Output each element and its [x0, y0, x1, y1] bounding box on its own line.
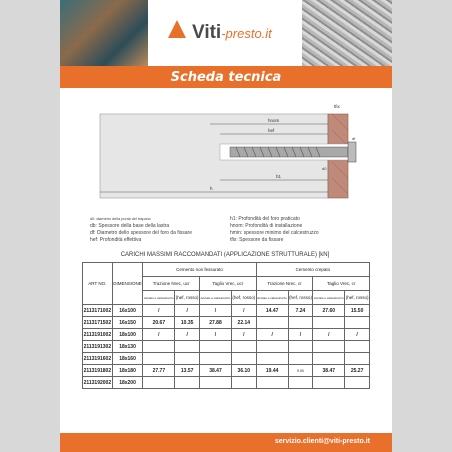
load-value: [143, 353, 175, 365]
footer-bar: [60, 433, 392, 452]
load-value: [231, 353, 256, 365]
load-value: [200, 377, 232, 389]
load-value: 38.47: [313, 365, 345, 377]
load-value: 9.00: [288, 365, 313, 377]
load-value: /: [200, 305, 232, 317]
load-value: [231, 341, 256, 353]
load-value: [288, 353, 313, 365]
article-code: 2113191302: [83, 341, 113, 353]
load-value: [175, 377, 200, 389]
dimension: 18x200: [112, 377, 143, 389]
col-art-header: ART NO.: [83, 263, 113, 305]
sub-header: (hef, rosso): [288, 291, 313, 305]
dimension: 18x100: [112, 329, 143, 341]
group-cracked-header: Cemento crepato: [256, 263, 369, 277]
load-value: [313, 377, 345, 389]
sub-header: (hef, rosso): [345, 291, 370, 305]
dimension: 16x100: [112, 305, 143, 317]
legend-item: df: Diametro dello spessore del foro da fissare: [90, 230, 192, 236]
load-value: 20.67: [143, 317, 175, 329]
load-value: [345, 341, 370, 353]
legend-left: [90, 216, 192, 244]
table-row: [83, 317, 370, 329]
group-uncracked-header: Cemento non fessurato: [143, 263, 256, 277]
article-code: 2113191002: [83, 329, 113, 341]
brand-name: Viti: [192, 22, 222, 43]
load-value: [313, 341, 345, 353]
article-code: 2113192002: [83, 377, 113, 389]
legend-item: tfix: Spessore da fissare: [230, 237, 284, 243]
load-value: /: [175, 305, 200, 317]
tools-photo: [60, 0, 148, 66]
dimension: 16x150: [112, 317, 143, 329]
load-value: [313, 317, 345, 329]
load-value: [345, 317, 370, 329]
load-value: [288, 317, 313, 329]
load-value: /: [288, 329, 313, 341]
trazione-uncracked-header: Trazione Nrec, ucr: [143, 277, 200, 291]
load-value: [345, 377, 370, 389]
load-value: [200, 353, 232, 365]
table-row: [83, 305, 370, 317]
load-value: 15.50: [345, 305, 370, 317]
title-banner: [60, 66, 392, 88]
trazione-cracked-header: Trazione Nrec, cr: [256, 277, 313, 291]
table-row: [83, 353, 370, 365]
loads-table: [82, 262, 370, 389]
load-value: 19.44: [256, 365, 288, 377]
legend-item: hef: Profondità effettiva: [90, 237, 142, 243]
load-value: /: [231, 329, 256, 341]
load-value: 14.47: [256, 305, 288, 317]
label-tfix: tfix: [334, 104, 340, 109]
logo-triangle-icon: [168, 20, 186, 38]
label-df: df: [352, 136, 356, 141]
load-value: [143, 341, 175, 353]
article-code: 2113191602: [83, 353, 113, 365]
load-value: [256, 317, 288, 329]
table-row: [83, 377, 370, 389]
load-value: /: [256, 329, 288, 341]
load-value: [288, 377, 313, 389]
sub-header: (hef, rosso): [175, 291, 200, 305]
load-value: [256, 341, 288, 353]
article-code: 2113191802: [83, 365, 113, 377]
load-value: [143, 377, 175, 389]
taglio-uncracked-header: Taglio Vrec, ucr: [200, 277, 257, 291]
load-value: [231, 377, 256, 389]
load-value: /: [313, 329, 345, 341]
legend-item: db: Spessore della base della lastra: [90, 223, 170, 229]
load-value: /: [175, 329, 200, 341]
screws-photo: [302, 0, 392, 66]
brand-logo[interactable]: [148, 0, 302, 66]
table-caption: CARICHI MASSIMI RACCOMANDATI (APPLICAZIONE STRUTTURALE) [kN]: [120, 252, 330, 258]
load-value: 27.60: [313, 305, 345, 317]
load-value: /: [345, 329, 370, 341]
page-title: Scheda tecnica: [170, 70, 282, 85]
article-code: 2113171002: [83, 305, 113, 317]
col-dim-header: DIMENSIONE: [112, 263, 143, 305]
load-value: [256, 377, 288, 389]
load-value: 13.57: [175, 365, 200, 377]
load-value: /: [200, 329, 232, 341]
dimension: 18x180: [112, 365, 143, 377]
load-value: 7.24: [288, 305, 313, 317]
label-h: h: [210, 186, 213, 191]
legend-item: hnom: Profondità di installazione: [230, 223, 303, 229]
load-value: /: [143, 305, 175, 317]
table-row: [83, 329, 370, 341]
load-value: 27.77: [143, 365, 175, 377]
anchor-technical-drawing: [90, 96, 360, 208]
load-value: [256, 353, 288, 365]
load-value: 22.14: [231, 317, 256, 329]
legend-right: [230, 216, 319, 244]
load-value: 38.47: [200, 365, 232, 377]
load-value: 10.35: [175, 317, 200, 329]
dimension: 18x160: [112, 353, 143, 365]
load-value: [288, 341, 313, 353]
sub-header: Acciaio e calcestruzzo: [256, 291, 288, 305]
sub-header: Acciaio e calcestruzzo: [143, 291, 175, 305]
load-value: /: [231, 305, 256, 317]
legend-item: h1: Profondità del foro praticato: [230, 216, 300, 222]
label-h1: h1: [276, 174, 282, 179]
load-value: 25.27: [345, 365, 370, 377]
legend-item: hmin: spessore minimo del calcestruzzo: [230, 230, 319, 236]
screw-head: [348, 142, 356, 162]
label-hnom: hnom: [268, 118, 280, 123]
sub-header: (hef, rosso): [231, 291, 256, 305]
dimension: 18x130: [112, 341, 143, 353]
load-value: [175, 353, 200, 365]
brand-domain: -presto.it: [221, 26, 272, 41]
load-value: 36.10: [231, 365, 256, 377]
load-value: [345, 353, 370, 365]
sub-header: Acciaio e calcestruzzo: [313, 291, 345, 305]
load-value: [313, 353, 345, 365]
label-hef: hef: [268, 128, 275, 133]
taglio-cracked-header: Taglio Vrec, cr: [313, 277, 370, 291]
sub-header: Acciaio e calcestruzzo: [200, 291, 232, 305]
table-row: [83, 341, 370, 353]
label-d0: d0: [322, 166, 327, 171]
datasheet-page: [60, 0, 392, 452]
load-value: [200, 341, 232, 353]
load-value: [175, 341, 200, 353]
table-row: [83, 365, 370, 377]
header-hero: [60, 0, 392, 66]
legend-item: d0: diametro della punta del trapano: [90, 217, 151, 221]
load-value: /: [143, 329, 175, 341]
load-value: 27.88: [200, 317, 232, 329]
contact-email-link[interactable]: servizio.clienti@viti-presto.it: [274, 438, 370, 445]
article-code: 2113171502: [83, 317, 113, 329]
